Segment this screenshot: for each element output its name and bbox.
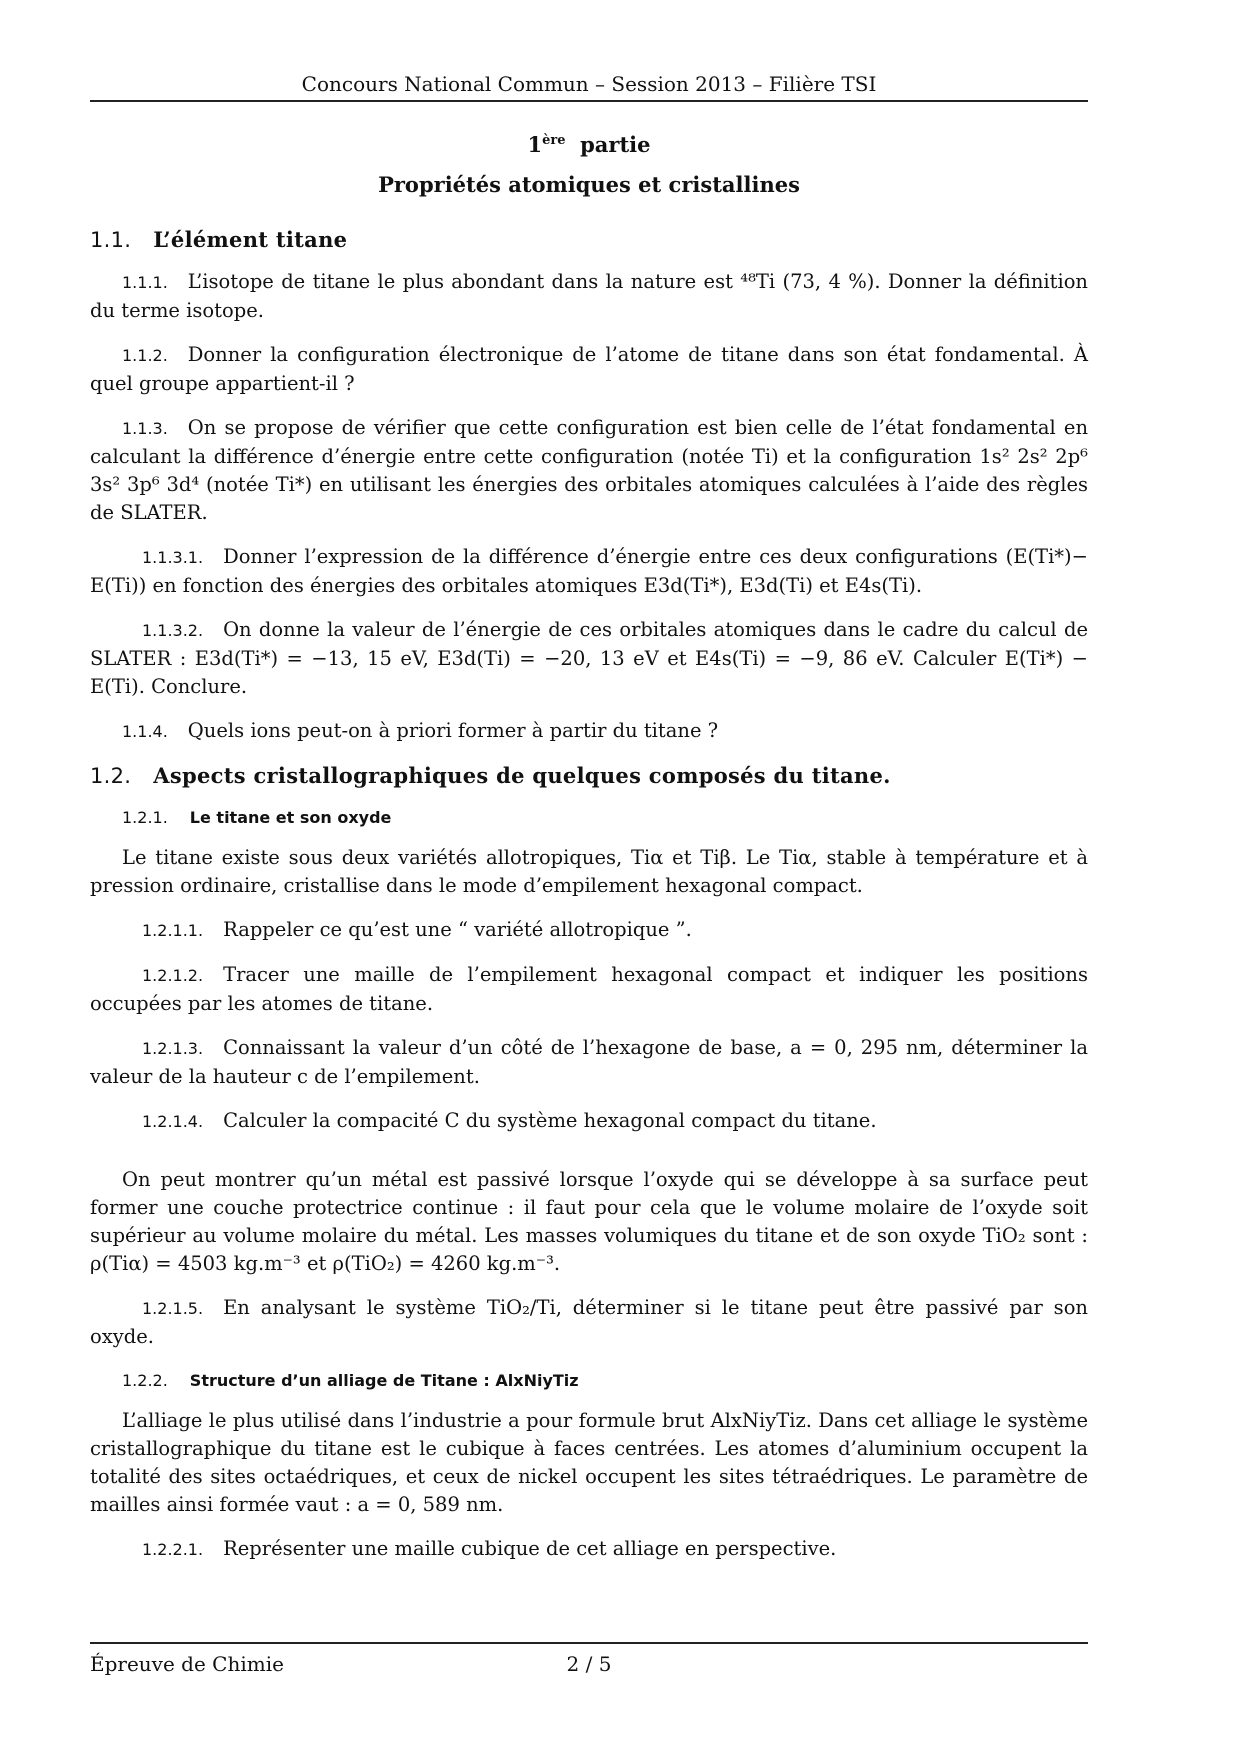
spacer: [90, 1152, 1088, 1166]
question-1-1-2: 1.1.2. Donner la configuration électronique de l’atome de titane dans son état fondamental. À quel groupe appartient-il ?: [90, 343, 1088, 395]
question-1-2-1-3: 1.2.1.3. Connaissant la valeur d’un côté de l’hexagone de base, a = 0, 295 nm, déterminer la valeur de la hauteur c de l’empilement.: [90, 1036, 1088, 1088]
part-suffix: ère: [542, 133, 566, 148]
part-subtitle: Propriétés atomiques et cristallines: [378, 172, 800, 197]
running-header: Concours National Commun – Session 2013 – Filière TSI: [301, 72, 877, 96]
page-number: 2 / 5: [566, 1652, 612, 1676]
question-1-2-2-1: 1.2.2.1. Représenter une maille cubique de cet alliage en perspective.: [142, 1537, 837, 1560]
document-page: [90, 0, 1088, 1754]
question-1-1-1: 1.1.1. L’isotope de titane le plus abondant dans la nature est ⁴⁸Ti (73, 4 %). Donner la définition du terme isotope.: [90, 270, 1088, 322]
question-1-1-3: 1.1.3. On se propose de vérifier que cette configuration est bien celle de l’état fondamental en calculant la différence d’énergie entre cette configuration (notée Ti) et la configuration 1s² 2s² 2p⁶ 3s² 3p⁶ 3d⁴ (notée Ti*) en utilisant les énergies des orbitales atomiques calculées à l’aide des règles de SLATER.: [90, 416, 1088, 524]
header-rule: [90, 100, 1088, 102]
section-heading-1-2: 1.2. Aspects cristallographiques de quelques composés du titane.: [90, 763, 891, 788]
question-1-2-1-1: 1.2.1.1. Rappeler ce qu’est une “ variété allotropique ”.: [142, 918, 692, 941]
question-1-2-1-4: 1.2.1.4. Calculer la compacité C du système hexagonal compact du titane.: [142, 1109, 877, 1132]
section-heading-1-1: 1.1. L’élément titane: [90, 227, 348, 252]
question-1-2-1-5: 1.2.1.5. En analysant le système TiO₂/Ti, déterminer si le titane peut être passivé par son oxyde.: [90, 1296, 1088, 1348]
subsection-heading-1-2-1: 1.2.1. Le titane et son oxyde: [122, 808, 392, 827]
paragraph-passivation: On peut montrer qu’un métal est passivé lorsque l’oxyde qui se développe à sa surface peut former une couche protectrice continue : il faut pour cela que le volume molaire de l’oxyde soit supérieur au volume molaire du métal. Les masses volumiques du titane et de son oxyde TiO₂ sont : ρ(Tiα) = 4503 kg.m⁻³ et ρ(TiO₂) = 4260 kg.m⁻³.: [90, 1168, 1088, 1275]
part-word: partie: [580, 132, 651, 157]
document-body: [90, 226, 1088, 1580]
question-1-2-1-2: 1.2.1.2. Tracer une maille de l’empilement hexagonal compact et indiquer les positions occupées par les atomes de titane.: [90, 963, 1088, 1015]
question-1-1-3-2: 1.1.3.2. On donne la valeur de l’énergie de ces orbitales atomiques dans le cadre du calcul de SLATER : E3d(Ti*) = −13, 15 eV, E3d(Ti) = −20, 13 eV et E4s(Ti) = −9, 86 eV. Calculer E(Ti*) − E(Ti). Conclure.: [90, 618, 1088, 698]
part-number: 1: [527, 132, 543, 157]
part-title: [90, 132, 1088, 157]
footer-rule: [90, 1642, 1088, 1644]
paragraph-allotropes: Le titane existe sous deux variétés allotropiques, Tiα et Tiβ. Le Tiα, stable à température et à pression ordinaire, cristallise dans le mode d’empilement hexagonal compact.: [90, 846, 1088, 897]
paragraph-alloy: L’alliage le plus utilisé dans l’industrie a pour formule brut AlxNiyTiz. Dans cet alliage le système cristallographique du titane est le cubique à faces centrées. Les atomes d’aluminium occupent la totalité des sites octaédriques, et ceux de nickel occupent les sites tétraédriques. Le paramètre de mailles ainsi formée vaut : a = 0, 589 nm.: [90, 1409, 1088, 1516]
subsection-heading-1-2-2: 1.2.2. Structure d’un alliage de Titane : AlxNiyTiz: [122, 1371, 579, 1390]
question-1-1-4: 1.1.4. Quels ions peut-on à priori former à partir du titane ?: [122, 719, 719, 742]
question-1-1-3-1: 1.1.3.1. Donner l’expression de la différence d’énergie entre ces deux configurations (E(Ti*)− E(Ti)) en fonction des énergies des orbitales atomiques E3d(Ti*), E3d(Ti) et E4s(Ti).: [90, 545, 1088, 597]
footer-subject: Épreuve de Chimie: [90, 1652, 284, 1676]
